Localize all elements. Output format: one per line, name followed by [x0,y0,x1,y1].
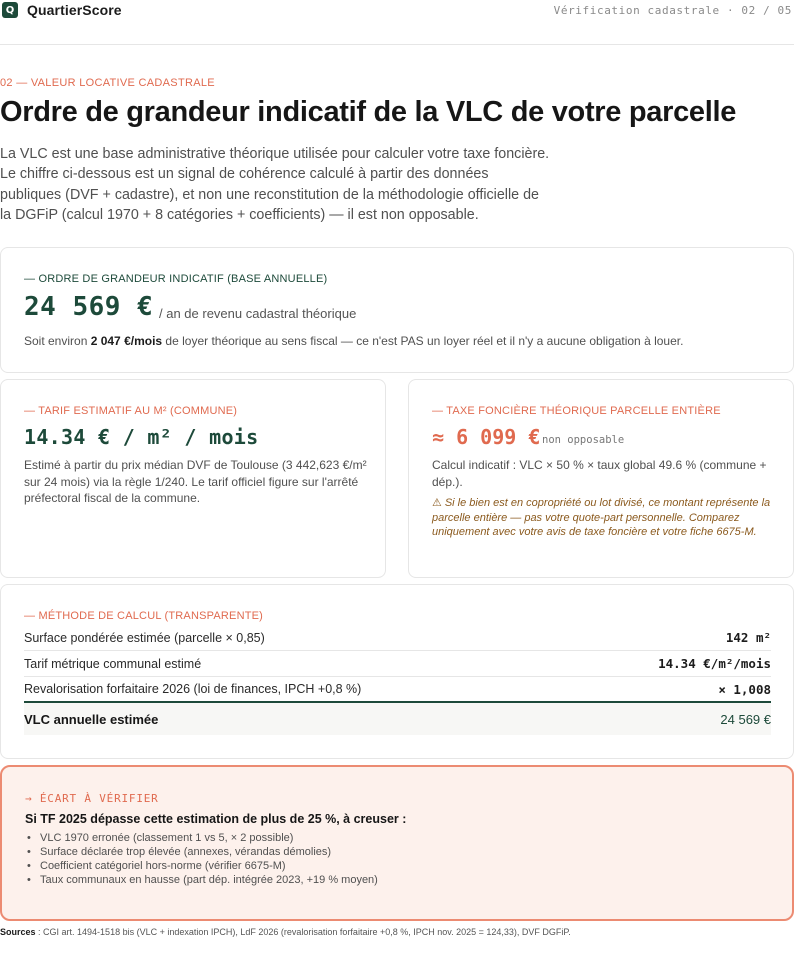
top-bar [0,0,794,45]
intro-line: La VLC est une base administrative théorique utilisée pour calculer votre taxe foncière. [0,146,550,162]
section-eyebrow: 02 — VALEUR LOCATIVE CADASTRALE [0,77,215,89]
sources-text: : CGI art. 1494-1518 bis (VLC + indexation IPCH), LdF 2026 (revalorisation forfaitaire +0,8 %, IPCH nov. 2025 = 124,33), DVF DGFiP. [35,927,571,937]
method-row [24,677,771,703]
method-card [0,584,794,759]
method-row-label: Tarif métrique communal estimé [24,656,202,671]
method-total-row [24,703,771,735]
ecart-heading: Si TF 2025 dépasse cette estimation de plus de 25 %, à creuser : [25,812,407,826]
taxe-description: Calcul indicatif : VLC × 50 % × taux global 49.6 % (commune + dép.). [432,458,767,489]
annual-estimate-card [0,247,794,373]
brand-name: QuartierScore [27,2,122,18]
list-item: • Coefficient catégoriel hors-norme (vérifier 6675-M) [25,859,378,873]
method-label: — MÉTHODE DE CALCUL (TRANSPARENTE) [24,610,264,622]
annual-label: — ORDRE DE GRANDEUR INDICATIF (BASE ANNUELLE) [24,273,328,285]
method-row [24,651,771,677]
intro-paragraph [0,144,600,226]
taxe-value: ≈ 6 099 € [432,425,541,449]
annual-note-suffix: de loyer théorique au sens fiscal — ce n'est PAS un loyer réel et il n'y a aucune obligation à louer. [162,334,684,348]
logo-icon: Q [2,2,18,18]
list-item: • Surface déclarée trop élevée (annexes, vérandas démolies) [25,845,378,859]
taxe-label: — TAXE FONCIÈRE THÉORIQUE PARCELLE ENTIÈRE [432,405,721,417]
method-row-value: × 1,008 [718,681,771,697]
annual-unit: / an de revenu cadastral théorique [159,306,357,321]
annual-note [24,334,683,348]
method-table [24,625,771,735]
list-item: • VLC 1970 erronée (classement 1 vs 5, × 2 possible) [25,831,378,845]
taxe-sub: non opposable [542,434,625,446]
tarif-description: Estimé à partir du prix médian DVF de Toulouse (3 442,623 €/m² sur 24 mois) via la règle 1/240. Le tarif officiel figure sur l'arrêté préfectoral fiscal de la commune. [24,458,367,505]
taxe-warning: ⚠ Si le bien est en copropriété ou lot divisé, ce montant représente la parcelle entière — pas votre quote-part personnelle. Comparez uniquement avec votre avis de taxe foncière et votre fiche 6675-M. [432,497,771,538]
list-item: • Taux communaux en hausse (part dép. intégrée 2023, +19 % moyen) [25,873,378,887]
ecart-list [25,831,378,887]
method-row-value: 14.34 €/m²/mois [658,656,771,671]
method-row-label: Surface pondérée estimée (parcelle × 0,85) [24,630,265,645]
ecart-label: → ÉCART À VÉRIFIER [25,792,159,805]
intro-line: la DGFiP (calcul 1970 + 8 catégories + coefficients) — il est non opposable. [0,207,479,224]
page-title: Ordre de grandeur indicatif de la VLC de votre parcelle [0,96,737,128]
monthly-amount: 2 047 €/mois [90,334,163,348]
method-total-value: 24 569 € [720,711,771,727]
intro-line: Le chiffre ci-dessous est un signal de cohérence calculé à partir des données [0,166,489,183]
step-indicator: Vérification cadastrale · 02 / 05 [553,4,792,17]
sources-label: Sources [0,927,36,937]
brand[interactable] [2,2,122,18]
sources-footnote [0,927,571,937]
ecart-alert-card [0,765,794,921]
intro-line: publiques (DVF + cadastre), et non une reconstitution de la méthodologie officielle de [0,186,539,203]
tarif-card [0,379,386,578]
method-row-label: Revalorisation forfaitaire 2026 (loi de finances, IPCH +0,8 %) [24,682,362,696]
method-row [24,625,771,651]
tarif-label: — TARIF ESTIMATIF AU M² (COMMUNE) [24,405,238,417]
annual-note-prefix: Soit environ [24,334,91,348]
taxe-card [408,379,794,578]
tarif-value: 14.34 € / m² / mois [24,425,259,449]
method-row-value: 142 m² [725,630,771,645]
annual-value: 24 569 € [24,292,154,322]
method-total-label: VLC annuelle estimée [24,711,159,727]
